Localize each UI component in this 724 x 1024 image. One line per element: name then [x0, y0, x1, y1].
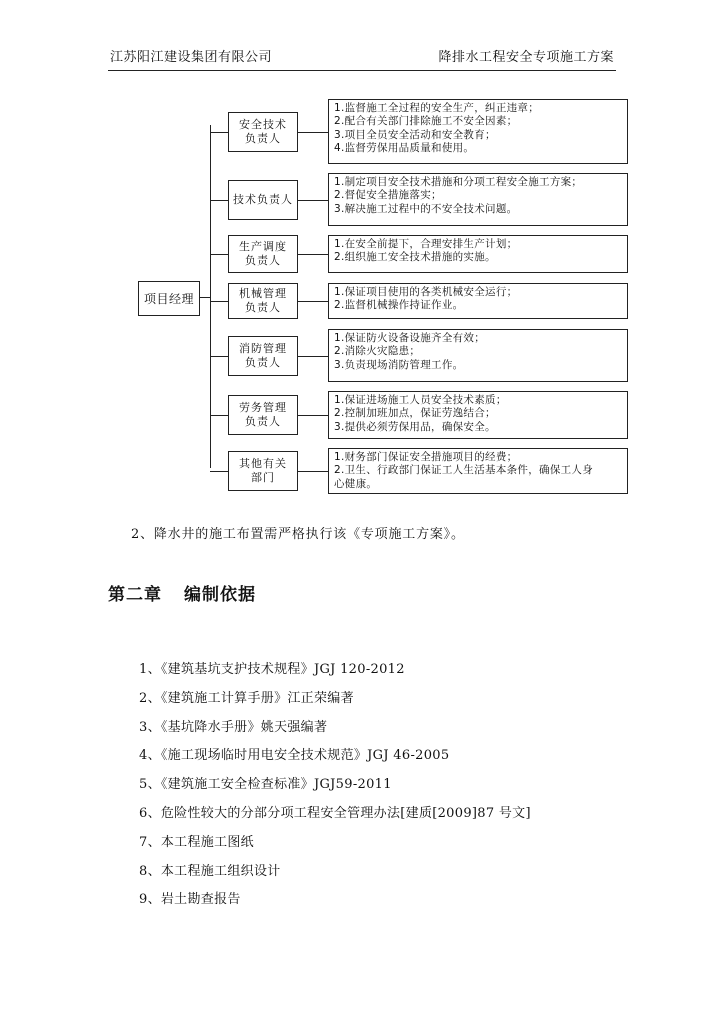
- role-name-line: 部门: [251, 471, 275, 484]
- reference-item: 3、《基坑降水手册》姚天强编著: [139, 719, 328, 735]
- connector-duty: [298, 254, 328, 255]
- duty-box: [328, 391, 628, 439]
- role-name-line: 劳务管理: [239, 401, 287, 414]
- reference-item: 8、本工程施工组织设计: [139, 863, 281, 879]
- paragraph-dewatering: 2、降水井的施工布置需严格执行该《专项施工方案》。: [131, 527, 465, 542]
- role-box: [228, 395, 298, 435]
- role-name-line: 负责人: [245, 254, 281, 267]
- duty-box: [328, 99, 628, 164]
- duty-line: 1.保证进场施工人员安全技术素质；: [334, 394, 507, 406]
- connector-duty: [298, 415, 328, 416]
- connector-branch: [210, 415, 228, 416]
- reference-item: 4、《施工现场临时用电安全技术规范》JGJ 46-2005: [139, 748, 450, 764]
- connector-trunk: [210, 125, 211, 468]
- duty-line: 2.督促安全措施落实；: [334, 189, 442, 202]
- role-name-line: 负责人: [245, 355, 281, 369]
- reference-item: 2、《建筑施工计算手册》江正荣编著: [139, 690, 354, 706]
- reference-item: 9、岩土勘查报告: [139, 892, 241, 908]
- reference-item: 6、危险性较大的分部分项工程安全管理办法[建质[2009]87 号文]: [139, 805, 531, 821]
- role-name-line: 生产调度: [239, 240, 287, 253]
- header-company: 江苏阳江建设集团有限公司: [110, 50, 273, 65]
- duty-line: 1.制定项目安全技术措施和分项工程安全施工方案；: [334, 176, 583, 188]
- connector-duty: [298, 200, 328, 201]
- connector-branch: [210, 356, 228, 357]
- duty-line: 1.监督施工全过程的安全生产，纠正违章；: [334, 102, 540, 114]
- duty-line: 1.保证项目使用的各类机械安全运行；: [334, 286, 518, 298]
- connector-branch: [210, 132, 228, 133]
- duty-box: [328, 448, 628, 494]
- duty-line: 4.监督劳保用品质量和使用。: [334, 142, 475, 155]
- duty-line: 2.监督机械操作持证作业。: [334, 299, 464, 312]
- role-box: [228, 336, 298, 376]
- project-manager-label: 项目经理: [143, 291, 194, 306]
- chapter-title: 编制依据: [184, 585, 256, 605]
- role-box: [228, 180, 298, 220]
- reference-item: 1、《建筑基坑支护技术规程》JGJ 120-2012: [139, 662, 405, 677]
- duty-line: 1.保证防火设备设施齐全有效；: [334, 332, 486, 344]
- duty-box: [328, 283, 628, 319]
- connector-duty: [298, 471, 328, 472]
- duty-line: 3.项目全员安全活动和安全教育；: [334, 128, 496, 141]
- connector-branch: [210, 471, 228, 472]
- role-name-line: 安全技术: [239, 117, 287, 131]
- duty-line: 2.配合有关部门排除施工不安全因素；: [334, 115, 518, 128]
- role-name-line: 消防管理: [239, 341, 287, 355]
- duty-line: 心健康。: [334, 477, 378, 490]
- chapter-number: 第二章: [108, 585, 162, 605]
- project-manager-box: [138, 281, 200, 316]
- duty-line: 2.消除火灾隐患；: [334, 345, 421, 358]
- role-name-line: 技术负责人: [233, 192, 293, 206]
- duty-line: 3.提供必须劳保用品，确保安全。: [334, 420, 496, 433]
- duty-box: [328, 235, 628, 273]
- role-name-line: 机械管理: [239, 287, 287, 300]
- reference-item: 5、《建筑施工安全检查标准》JGJ59-2011: [139, 777, 392, 793]
- duty-line: 2.组织施工安全技术措施的实施。: [334, 251, 496, 264]
- duty-line: 2.控制加班加点，保证劳逸结合；: [334, 407, 496, 420]
- role-name-line: 负责人: [245, 131, 281, 145]
- connector-duty: [298, 301, 328, 302]
- duty-line: 3.解决施工过程中的不安全技术问题。: [334, 202, 518, 215]
- reference-item: 7、本工程施工图纸: [139, 834, 254, 850]
- connector-branch: [210, 254, 228, 255]
- role-box: [228, 283, 298, 319]
- role-box: [228, 112, 298, 152]
- role-name-line: 其他有关: [239, 457, 287, 470]
- role-box: [228, 451, 298, 491]
- duty-line: 2.卫生、行政部门保证工人生活基本条件，确保工人身: [334, 464, 594, 477]
- connector-duty: [298, 356, 328, 357]
- connector-branch: [210, 200, 228, 201]
- duty-line: 1.财务部门保证安全措施项目的经费；: [334, 451, 518, 463]
- role-box: [228, 235, 298, 273]
- role-name-line: 负责人: [245, 301, 281, 314]
- header-doc-title: 降排水工程安全专项施工方案: [438, 50, 614, 65]
- duty-box: [328, 329, 628, 382]
- reference-list: [139, 656, 531, 915]
- duty-line: 3.负责现场消防管理工作。: [334, 358, 464, 371]
- connector-branch: [210, 301, 228, 302]
- connector-duty: [298, 132, 328, 133]
- role-name-line: 负责人: [245, 415, 281, 428]
- duty-box: [328, 173, 628, 226]
- chapter-heading: [108, 580, 256, 605]
- duty-line: 1.在安全前提下，合理安排生产计划；: [334, 238, 518, 250]
